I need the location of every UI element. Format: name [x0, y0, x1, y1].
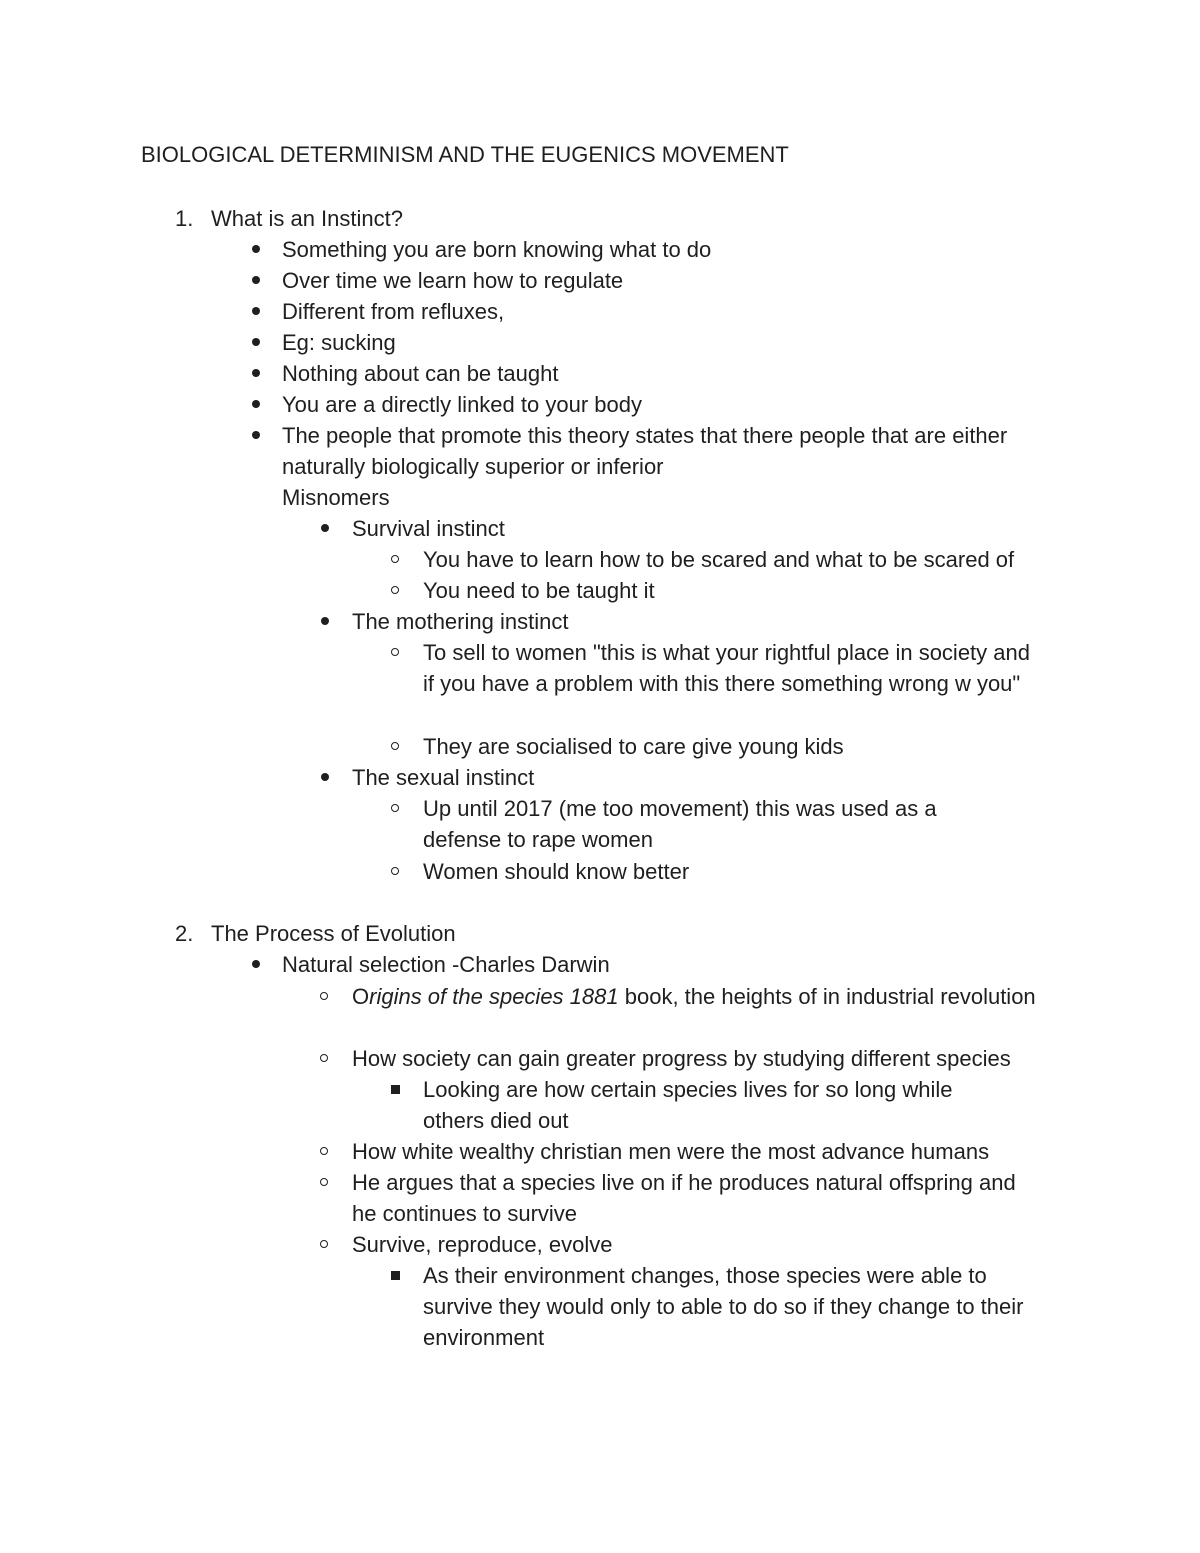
bullet-dot-icon: [321, 524, 329, 532]
bullet-square-icon: [391, 1271, 400, 1280]
bullet-dot-icon: [252, 369, 260, 377]
bullet-circle-icon: [391, 867, 399, 875]
bullet-dot-icon: [321, 617, 329, 625]
list-item: You need to be taught it: [423, 578, 655, 603]
bullet-circle-icon: [391, 804, 399, 812]
origins-letter: O: [352, 984, 370, 1009]
list-item: They are socialised to care give young kids: [423, 734, 844, 759]
list-item: You are a directly linked to your body: [282, 392, 642, 417]
list-item: Survive, reproduce, evolve: [352, 1232, 613, 1257]
list-item: You have to learn how to be scared and what to be scared of: [423, 547, 1015, 572]
list-item: As their environment changes, those species were able to survive they would only to able to do so if they change to their environment: [423, 1263, 1024, 1350]
bullet-dot-icon: [252, 431, 260, 439]
bullet-dot-icon: [252, 245, 260, 253]
list-item: Natural selection -Charles Darwin: [282, 952, 610, 977]
list-item: Eg: sucking: [282, 330, 396, 355]
list-item: Up until 2017 (me too movement) this was used as a defense to rape women: [423, 796, 937, 852]
list-item: Looking are how certain species lives for so long while others died out: [423, 1077, 953, 1133]
bullet-circle-icon: [320, 1054, 328, 1062]
bullet-dot-icon: [252, 307, 260, 315]
bullet-dot-icon: [252, 400, 260, 408]
bullet-circle-icon: [391, 742, 399, 750]
bullet-circle-icon: [320, 1240, 328, 1248]
list-item: The people that promote this theory states that there people that are either naturally biologically superior or inferior: [282, 423, 1008, 479]
bullet-square-icon: [391, 1085, 400, 1094]
page-title: BIOLOGICAL DETERMINISM AND THE EUGENICS MOVEMENT: [141, 142, 789, 167]
list-item: [352, 981, 1072, 1012]
section-number-1: 1.: [175, 206, 194, 231]
bullet-circle-icon: [391, 586, 399, 594]
origins-text: book, the heights of in industrial revolution: [618, 984, 1036, 1009]
list-item: Nothing about can be taught: [282, 361, 559, 386]
bullet-circle-icon: [391, 555, 399, 563]
list-item: Women should know better: [423, 859, 690, 884]
section-number-2: 2.: [175, 921, 194, 946]
section-heading-1: What is an Instinct?: [211, 206, 403, 231]
bullet-dot-icon: [321, 773, 329, 781]
bullet-circle-icon: [391, 648, 399, 656]
list-item: Something you are born knowing what to do: [282, 237, 712, 262]
list-item: He argues that a species live on if he produces natural offspring and he continues to survive: [352, 1170, 1016, 1226]
list-item: The mothering instinct: [352, 609, 569, 634]
list-item: Different from refluxes,: [282, 299, 505, 324]
bullet-circle-icon: [320, 1178, 328, 1186]
list-item: To sell to women "this is what your rightful place in society and if you have a problem with this there something wrong w you": [423, 640, 1030, 696]
section-heading-2: The Process of Evolution: [211, 921, 456, 946]
list-item: The sexual instinct: [352, 765, 535, 790]
list-item: Survival instinct: [352, 516, 505, 541]
bullet-circle-icon: [320, 992, 328, 1000]
bullet-dot-icon: [252, 960, 260, 968]
misnomers-label: Misnomers: [282, 485, 390, 510]
list-item: Over time we learn how to regulate: [282, 268, 624, 293]
bullet-circle-icon: [320, 1147, 328, 1155]
book-title: rigins of the species 1881: [369, 984, 619, 1009]
bullet-dot-icon: [252, 338, 260, 346]
list-item: How white wealthy christian men were the most advance humans: [352, 1139, 990, 1164]
list-item: How society can gain greater progress by studying different species: [352, 1046, 1011, 1071]
bullet-dot-icon: [252, 276, 260, 284]
